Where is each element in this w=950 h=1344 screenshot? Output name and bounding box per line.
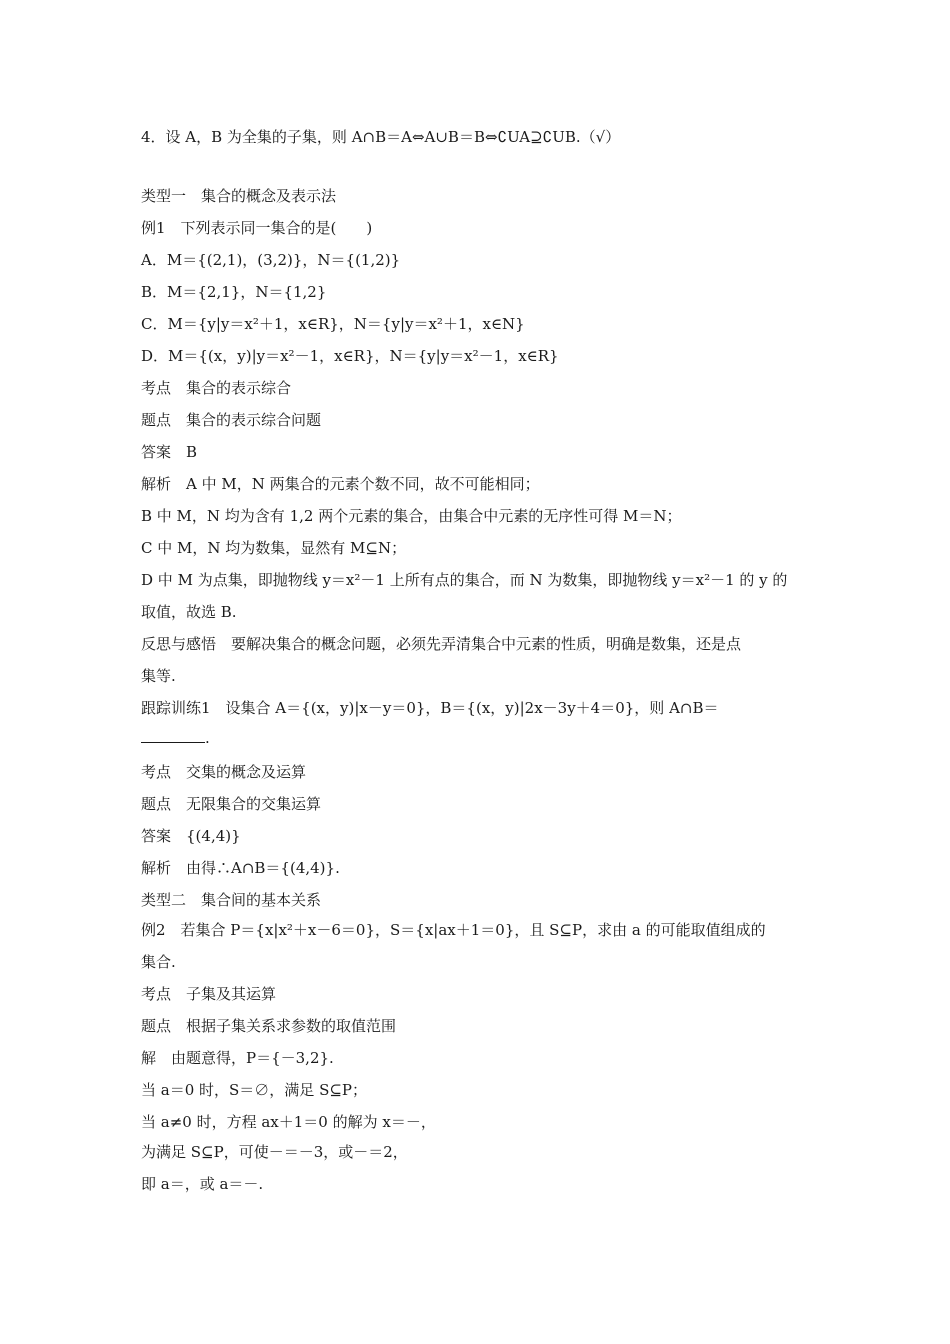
option-d: D．M＝{(x，y)|y＝x²－1，x∈R}，N＝{y|y＝x²－1，x∈R} bbox=[141, 347, 559, 365]
question-point: 题点 根据子集关系求参数的取值范围 bbox=[141, 1017, 397, 1035]
section-heading-type-1: 类型一 集合的概念及表示法 bbox=[141, 187, 337, 205]
section-heading-type-2: 类型二 集合间的基本关系 bbox=[141, 891, 322, 909]
answer-blank bbox=[141, 728, 205, 743]
solution-line: 为满足 S⊆P，可使－＝－3，或－＝2， bbox=[141, 1143, 408, 1161]
example-2-question: 例2 若集合 P＝{x|x²＋x－6＝0}，S＝{x|ax＋1＝0}，且 S⊆P，求由 a 的可能取值组成的 bbox=[141, 921, 766, 939]
option-c: C．M＝{y|y＝x²＋1，x∈R}，N＝{y|y＝x²＋1，x∈N} bbox=[141, 315, 525, 333]
question-point: 题点 集合的表示综合问题 bbox=[141, 411, 322, 429]
analysis-line: D 中 M 为点集，即抛物线 y＝x²－1 上所有点的集合，而 N 为数集，即抛物线 y＝x²－1 的 y 的 bbox=[141, 571, 788, 589]
solution-line: 即 a＝，或 a＝－. bbox=[141, 1175, 264, 1193]
example-2-question-continued: 集合. bbox=[141, 953, 176, 971]
knowledge-point: 考点 交集的概念及运算 bbox=[141, 763, 307, 781]
analysis-line: 解析 由得∴A∩B＝{(4,4)}. bbox=[141, 859, 340, 877]
reflection-continued: 集等. bbox=[141, 667, 176, 685]
knowledge-point: 考点 子集及其运算 bbox=[141, 985, 277, 1003]
practice-1-question: 跟踪训练1 设集合 A＝{(x，y)|x－y＝0}，B＝{(x，y)|2x－3y＋4＝0}，则 A∩B＝ bbox=[141, 699, 719, 717]
analysis-line: 取值，故选 B. bbox=[141, 603, 237, 621]
analysis-line: C 中 M，N 均为数集，显然有 M⊆N； bbox=[141, 539, 407, 557]
example-1-question: 例1 下列表示同一集合的是( ) bbox=[141, 219, 373, 237]
question-point: 题点 无限集合的交集运算 bbox=[141, 795, 322, 813]
knowledge-point: 考点 集合的表示综合 bbox=[141, 379, 292, 397]
analysis-line: B 中 M，N 均为含有 1,2 两个元素的集合，由集合中元素的无序性可得 M＝N； bbox=[141, 507, 682, 525]
option-a: A．M＝{(2,1)，(3,2)}，N＝{(1,2)} bbox=[141, 251, 401, 269]
solution-line: 解 由题意得，P＝{－3,2}. bbox=[141, 1049, 334, 1067]
answer: 答案 B bbox=[141, 443, 198, 461]
solution-line: 当 a＝0 时，S＝∅，满足 S⊆P； bbox=[141, 1081, 368, 1099]
item-4-statement: 4．设 A，B 为全集的子集，则 A∩B＝A⇔A∪B＝B⇔∁UA⊇∁UB.（√） bbox=[141, 128, 621, 146]
solution-line: 当 a≠0 时，方程 ax＋1＝0 的解为 x＝－， bbox=[141, 1113, 436, 1131]
blank-period: . bbox=[205, 729, 210, 747]
option-b: B．M＝{2,1}，N＝{1,2} bbox=[141, 283, 327, 301]
practice-1-blank bbox=[141, 728, 814, 748]
answer: 答案 {(4,4)} bbox=[141, 827, 241, 845]
reflection: 反思与感悟 要解决集合的概念问题，必须先弄清集合中元素的性质，明确是数集，还是点 bbox=[141, 635, 742, 653]
analysis-line: 解析 A 中 M，N 两集合的元素个数不同，故不可能相同； bbox=[141, 475, 540, 493]
